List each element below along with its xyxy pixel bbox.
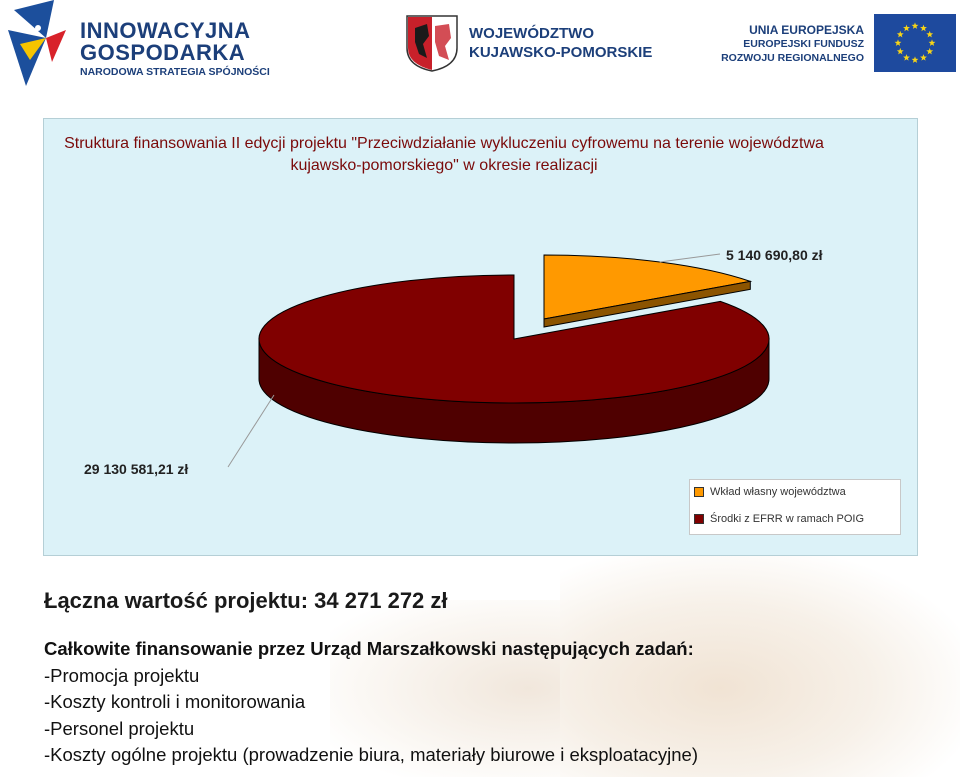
ig-star-icon bbox=[6, 0, 70, 88]
ue-title bbox=[721, 23, 864, 65]
innowacyjna-gospodarka-logo bbox=[6, 0, 306, 92]
financing-heading: Całkowite finansowanie przez Urząd Marszałkowski następujących zadań: bbox=[44, 638, 694, 659]
coat-of-arms-icon bbox=[405, 14, 459, 72]
logo-header bbox=[0, 0, 960, 100]
chart-panel bbox=[43, 118, 918, 556]
eu-flag-icon bbox=[874, 14, 956, 72]
legend-item-efrr bbox=[694, 513, 864, 527]
ue-line1: UNIA EUROPEJSKA bbox=[749, 23, 864, 37]
financing-description bbox=[44, 636, 698, 769]
project-total: Łączna wartość projektu: 34 271 272 zł bbox=[44, 588, 448, 613]
task-item: -Koszty kontroli i monitorowania bbox=[44, 691, 306, 712]
leader-line-wklad bbox=[660, 254, 720, 262]
unia-europejska-logo bbox=[721, 14, 960, 74]
ig-subtitle: NARODOWA STRATEGIA SPÓJNOŚCI bbox=[80, 66, 270, 78]
woj-line2: KUJAWSKO-POMORSKIE bbox=[469, 44, 653, 61]
wojewodztwo-logo bbox=[405, 14, 653, 74]
ig-title bbox=[80, 20, 251, 64]
task-item: -Koszty ogólne projektu (prowadzenie biura, materiały biurowe i eksploatacyjne) bbox=[44, 744, 698, 765]
data-label-efrr: 29 130 581,21 zł bbox=[84, 461, 189, 477]
legend-swatch-wklad bbox=[694, 487, 704, 497]
chart-legend bbox=[689, 479, 901, 535]
ig-line2: GOSPODARKA bbox=[80, 40, 246, 65]
legend-label-wklad: Wkład własny województwa bbox=[710, 486, 846, 498]
task-item: -Personel projektu bbox=[44, 717, 195, 739]
ue-line3: ROZWOJU REGIONALNEGO bbox=[721, 52, 864, 64]
legend-label-efrr: Środki z EFRR w ramach POIG bbox=[710, 513, 865, 525]
leader-line-efrr bbox=[228, 395, 274, 467]
ig-line1: INNOWACYJNA bbox=[80, 18, 251, 43]
task-item: -Promocja projektu bbox=[44, 664, 200, 686]
legend-swatch-efrr bbox=[694, 514, 704, 524]
ue-line2: EUROPEJSKI FUNDUSZ bbox=[743, 38, 864, 50]
wojewodztwo-title bbox=[469, 24, 652, 62]
legend-item-wklad bbox=[694, 486, 846, 500]
data-label-wklad: 5 140 690,80 zł bbox=[726, 247, 823, 263]
woj-line1: WOJEWÓDZTWO bbox=[469, 25, 594, 42]
chart-title: Struktura finansowania II edycji projektu "Przeciwdziałanie wykluczeniu cyfrowemu na terenie województwa kujawsko-pomorskiego" w okresie realizacji bbox=[64, 135, 824, 174]
